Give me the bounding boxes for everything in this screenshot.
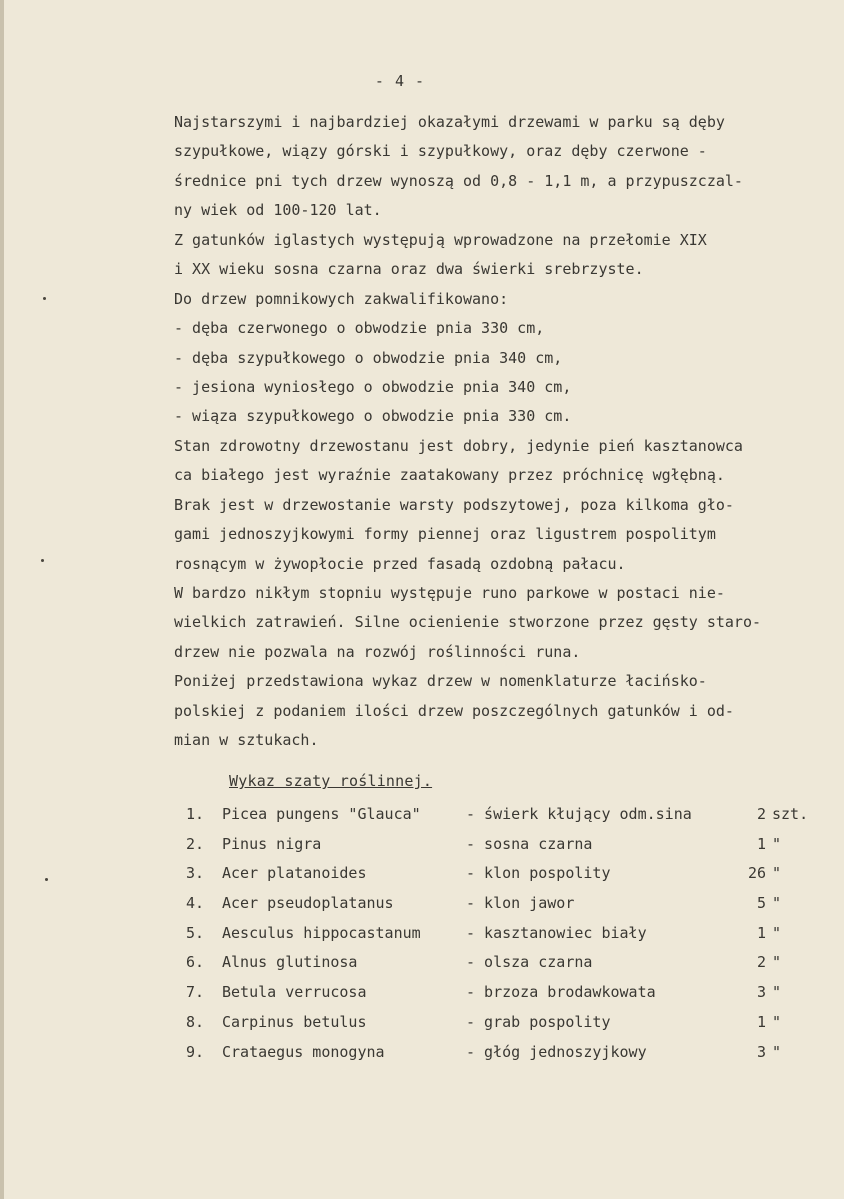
- plant-polish-name: - klon pospolity: [466, 864, 611, 883]
- plant-polish-name: - klon jawor: [466, 894, 575, 913]
- text-line: i XX wieku sosna czarna oraz dwa świerki srebrzyste.: [174, 260, 644, 279]
- plant-unit: ": [772, 1042, 782, 1061]
- plant-unit: ": [772, 894, 782, 913]
- plant-polish-name: - kasztanowiec biały: [466, 923, 647, 942]
- plant-count: 1: [756, 1012, 766, 1031]
- plant-polish-name: - sosna czarna: [466, 834, 593, 853]
- plant-polish-name: - głóg jednoszyjkowy: [466, 1042, 647, 1061]
- plant-number: 9.: [186, 1042, 205, 1061]
- plant-count: 5: [756, 894, 766, 913]
- plant-unit: szt.: [772, 805, 809, 823]
- margin-dot: [43, 297, 46, 300]
- plant-number: 2.: [186, 834, 205, 853]
- plant-count: 1: [756, 923, 766, 942]
- plant-latin-name: Pinus nigra: [222, 834, 322, 853]
- text-line: mian w sztukach.: [174, 731, 319, 750]
- plant-row: [186, 919, 826, 949]
- plant-number: 8.: [186, 1012, 205, 1031]
- text-line: ny wiek od 100-120 lat.: [174, 201, 382, 220]
- plant-polish-name: - grab pospolity: [466, 1012, 611, 1031]
- plant-row: [186, 1038, 826, 1068]
- text-line: gami jednoszyjkowymi formy piennej oraz ligustrem pospolitym: [174, 525, 716, 544]
- plant-row: [186, 1008, 826, 1038]
- plant-unit: ": [772, 983, 782, 1002]
- plant-row: [186, 800, 826, 830]
- plant-unit: ": [772, 953, 782, 972]
- plant-polish-name: - świerk kłujący odm.sina: [466, 805, 692, 823]
- plant-latin-name: Acer platanoides: [222, 864, 367, 883]
- plant-count: 26: [747, 864, 766, 883]
- plant-count: 1: [756, 834, 766, 853]
- plant-number: 1.: [186, 805, 205, 823]
- margin-dot: [45, 878, 48, 881]
- plant-latin-name: Crataegus monogyna: [222, 1042, 385, 1061]
- plant-list: [186, 800, 826, 1070]
- plant-unit: ": [772, 834, 782, 853]
- text-line: - dęba czerwonego o obwodzie pnia 330 cm,: [174, 319, 545, 338]
- text-line: polskiej z podaniem ilości drzew poszczególnych gatunków i od-: [174, 701, 734, 720]
- text-line: średnice pni tych drzew wynoszą od 0,8 - 1,1 m, a przypuszczal-: [174, 171, 743, 190]
- text-line: szypułkowe, wiązy górski i szypułkowy, oraz dęby czerwone -: [174, 142, 707, 161]
- plant-count: 3: [756, 983, 766, 1002]
- text-line: W bardzo nikłym stopniu występuje runo parkowe w postaci nie-: [174, 584, 725, 602]
- text-line: Poniżej przedstawiona wykaz drzew w nomenklaturze łacińsko-: [174, 672, 707, 691]
- plant-latin-name: Alnus glutinosa: [222, 953, 358, 972]
- text-line: Najstarszymi i najbardziej okazałymi drzewami w parku są dęby: [174, 113, 725, 131]
- text-line: Brak jest w drzewostanie warsty podszytowej, poza kilkoma gło-: [174, 495, 734, 514]
- plant-latin-name: Aesculus hippocastanum: [222, 923, 421, 942]
- plant-latin-name: Carpinus betulus: [222, 1012, 367, 1031]
- page-number: - 4 -: [374, 72, 426, 90]
- plant-row: [186, 830, 826, 860]
- plant-row: [186, 948, 826, 978]
- plant-latin-name: Acer pseudoplatanus: [222, 894, 394, 913]
- plant-number: 3.: [186, 864, 205, 883]
- text-line: rosnącym w żywopłocie przed fasadą ozdobną pałacu.: [174, 554, 626, 573]
- text-line: - wiąza szypułkowego o obwodzie pnia 330 cm.: [174, 407, 572, 426]
- plant-count: 2: [756, 805, 766, 823]
- plant-latin-name: Betula verrucosa: [222, 983, 367, 1002]
- plant-polish-name: - brzoza brodawkowata: [466, 983, 656, 1002]
- text-line: Stan zdrowotny drzewostanu jest dobry, jedynie pień kasztanowca: [174, 436, 743, 455]
- plant-unit: ": [772, 923, 782, 942]
- plant-number: 5.: [186, 923, 205, 942]
- text-line: ca białego jest wyraźnie zaatakowany przez próchnicę wgłębną.: [174, 466, 725, 485]
- plant-count: 3: [756, 1042, 766, 1061]
- plant-list-title: Wykaz szaty roślinnej.: [229, 772, 433, 790]
- plant-row: [186, 978, 826, 1008]
- plant-row: [186, 889, 826, 919]
- plant-number: 7.: [186, 983, 205, 1002]
- plant-unit: ": [772, 864, 782, 883]
- page-edge: [0, 0, 4, 1199]
- text-line: wielkich zatrawień. Silne ocienienie stworzone przez gęsty staro-: [174, 613, 761, 632]
- margin-dot: [41, 559, 44, 562]
- plant-unit: ": [772, 1012, 782, 1031]
- text-line: - dęba szypułkowego o obwodzie pnia 340 cm,: [174, 348, 563, 367]
- plant-polish-name: - olsza czarna: [466, 953, 593, 972]
- plant-number: 6.: [186, 953, 205, 972]
- body-paragraph: [174, 108, 824, 756]
- text-line: Z gatunków iglastych występują wprowadzone na przełomie XIX: [174, 230, 707, 249]
- plant-count: 2: [756, 953, 766, 972]
- plant-latin-name: Picea pungens "Glauca": [222, 805, 421, 823]
- text-line: - jesiona wyniosłego o obwodzie pnia 340 cm,: [174, 377, 572, 396]
- plant-row: [186, 859, 826, 889]
- text-line: drzew nie pozwala na rozwój roślinności runa.: [174, 642, 581, 661]
- plant-number: 4.: [186, 894, 205, 913]
- text-line: Do drzew pomnikowych zakwalifikowano:: [174, 289, 509, 308]
